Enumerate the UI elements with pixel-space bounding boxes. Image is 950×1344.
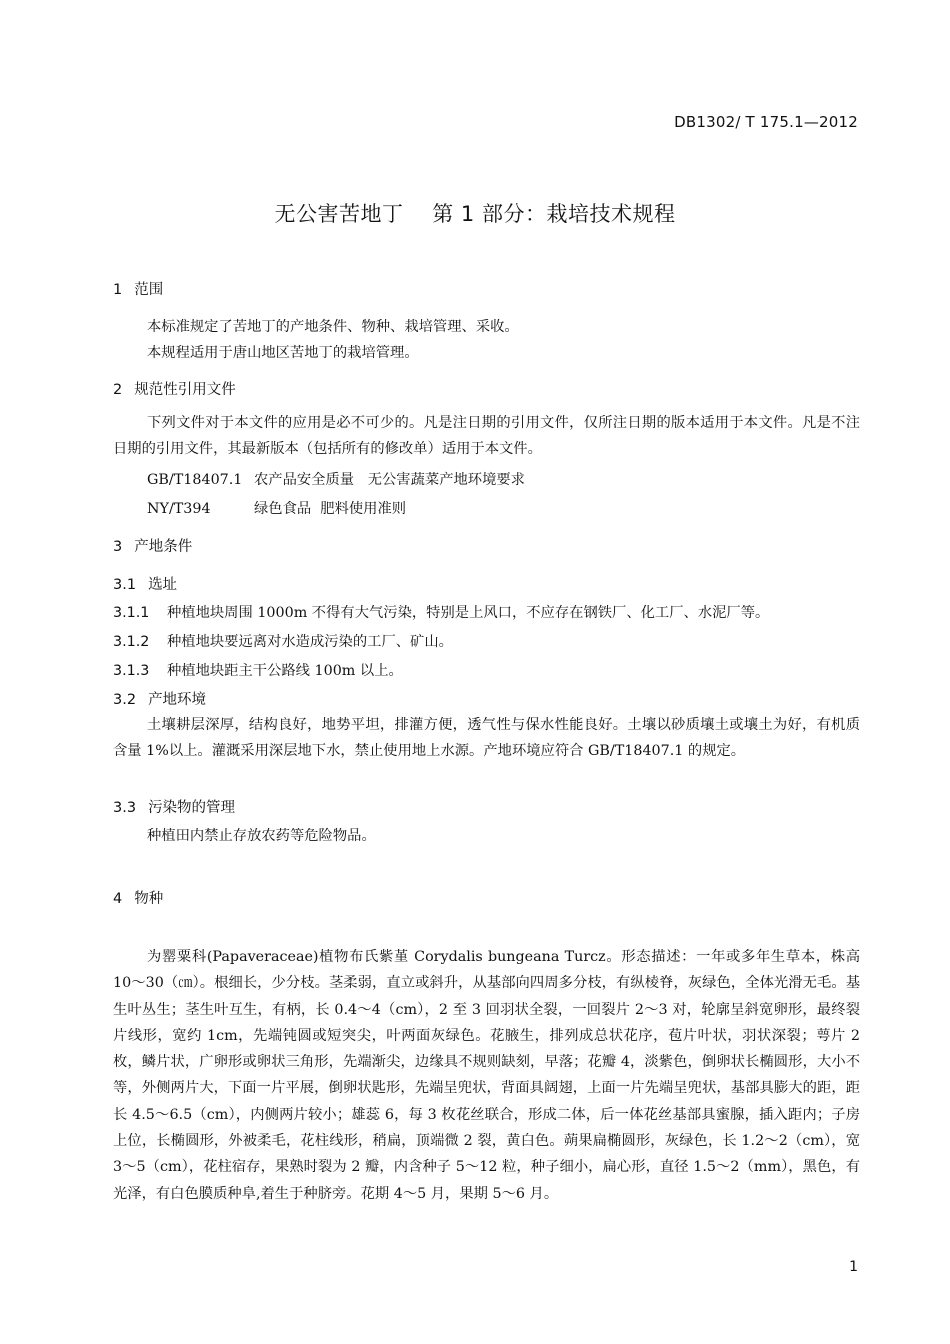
clause-item (113, 660, 403, 680)
scope-line-2: 本规程适用于唐山地区苦地丁的栽培管理。 (147, 345, 419, 361)
clause-item (113, 631, 453, 651)
section-heading-conditions (113, 535, 192, 556)
subsection-heading-environment (113, 688, 206, 709)
section-title: 范围 (134, 282, 164, 298)
subsection-number: 3.1 (113, 577, 137, 593)
subsection-heading-site (113, 573, 177, 594)
clause-number: 3.1.2 (113, 634, 150, 650)
reference-code: NY/T394 (147, 501, 211, 517)
page-number: 1 (849, 1259, 858, 1275)
subsection-title: 产地环境 (148, 692, 207, 708)
section-title: 规范性引用文件 (134, 382, 236, 398)
reference-item (147, 469, 525, 489)
reference-item (147, 498, 406, 518)
subsection-heading-pollutants (113, 796, 235, 817)
clause-text: 种植地块周围 1000m 不得有大气污染，特别是上风口，不应存在钢铁厂、化工厂、水泥厂等。 (167, 605, 770, 621)
clause-text: 种植地块距主干公路线 100m 以上。 (167, 663, 403, 679)
section-title: 产地条件 (134, 539, 193, 555)
subsection-number: 3.3 (113, 800, 137, 816)
section-number: 2 (113, 382, 123, 398)
references-paragraph: 下列文件对于本文件的应用是必不可少的。凡是注日期的引用文件，仅所注日期的版本适用于本文件。凡是不注日期的引用文件，其最新版本（包括所有的修改单）适用于本文件。 (113, 415, 860, 458)
clause-text: 种植地块要远离对水造成污染的工厂、矿山。 (167, 634, 453, 650)
subsection-number: 3.2 (113, 692, 137, 708)
subsection-title: 污染物的管理 (148, 800, 236, 816)
section-number: 1 (113, 282, 123, 298)
reference-title: 绿色食品 肥料使用准则 (254, 501, 407, 517)
clause-number: 3.1.3 (113, 663, 150, 679)
section-heading-scope (113, 278, 163, 299)
document-title: 无公害苦地丁 第 1 部分：栽培技术规程 (274, 202, 676, 226)
section-title: 物种 (134, 891, 164, 907)
reference-title: 农产品安全质量 无公害蔬菜产地环境要求 (254, 472, 525, 488)
subsection-title: 选址 (148, 577, 178, 593)
clause-item (113, 602, 769, 622)
section-heading-species (113, 887, 163, 908)
scope-line-1: 本标准规定了苦地丁的产地条件、物种、栽培管理、采收。 (147, 319, 519, 335)
section-heading-references (113, 378, 236, 399)
species-paragraph: 为罂粟科(Papaveraceae)植物布氏紫堇 Corydalis bungeana Turcz。形态描述：一年或多年生草本，株高 10～30（㎝）。根细长，少分枝。茎柔弱，直立或斜升，从基部向四周多分枝，有纵棱脊，灰绿色，全体光滑无毛。基生叶丛生；茎生叶互生，有柄，长 0.4～4（cm），2 至 3 回羽状全裂，一回裂片 2～3 对，轮廓呈斜宽卵形，最终裂片线形，宽约 1cm，先端钝圆或短突尖，叶两面灰绿色。花腋生，排列成总状花序，苞片叶状，羽状深裂；萼片 2 枚，鳞片状，广卵形或卵状三角形，先端渐尖，边缘具不规则缺刻，早落；花瓣 4，淡紫色，倒卵状长椭圆形，大小不等，外侧两片大，下面一片平展，倒卵状匙形，先端呈兜状，背面具阔翅，上面一片先端呈兜状，基部具膨大的距，距长 4.5～6.5（cm），内侧两片较小；雄蕊 6，每 3 枚花丝联合，形成二体，后一体花丝基部具蜜腺，插入距内；子房上位，长椭圆形，外被柔毛，花柱线形，稍扁，顶端微 2 裂，黄白色。蒴果扁椭圆形，灰绿色，长 1.2～2（cm），宽 3～5（cm），花柱宿存，果熟时裂为 2 瓣，内含种子 5～12 粒，种子细小，扁心形，直径 1.5～2（mm），黑色，有光泽，有白色膜质种阜,着生于种脐旁。花期 4～5 月，果期 5～6 月。 (113, 949, 860, 1202)
standard-code: DB1302/ T 175.1—2012 (674, 113, 858, 131)
reference-code: GB/T18407.1 (147, 472, 243, 488)
section-number: 4 (113, 891, 123, 907)
section-number: 3 (113, 539, 123, 555)
clause-number: 3.1.1 (113, 605, 150, 621)
pollutants-paragraph: 种植田内禁止存放农药等危险物品。 (147, 828, 376, 844)
environment-paragraph: 土壤耕层深厚，结构良好，地势平坦，排灌方便，透气性与保水性能良好。土壤以砂质壤土或壤土为好，有机质含量 1%以上。灌溉采用深层地下水，禁止使用地上水源。产地环境应符合 GB/T18407.1 的规定。 (113, 717, 860, 760)
